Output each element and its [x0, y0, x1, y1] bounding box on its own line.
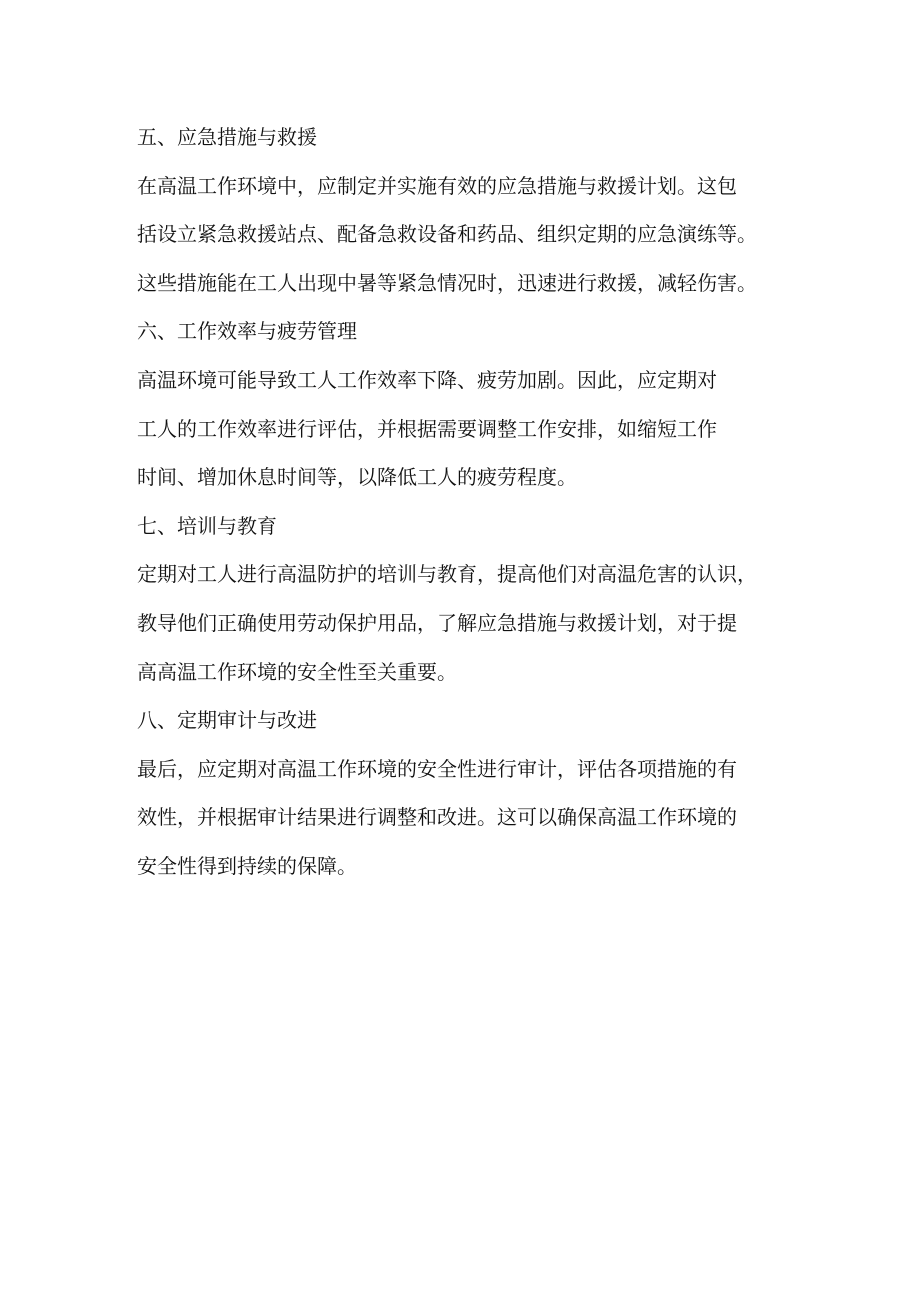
section-heading: 五、应急措施与救援	[137, 125, 317, 149]
section-efficiency-fatigue	[137, 307, 787, 501]
paragraph-line: 时间、增加休息时间等，以降低工人的疲劳程度。	[137, 465, 577, 490]
section-heading: 六、工作效率与疲劳管理	[137, 319, 357, 344]
paragraph-line: 这些措施能在工人出现中暑等紧急情况时，迅速进行救援，减轻伤害。	[137, 270, 757, 295]
section-audit	[137, 696, 787, 890]
paragraph-line: 教导他们正确使用劳动保护用品，了解应急措施与救援计划，对于提	[137, 610, 737, 635]
paragraph-line: 效性，并根据审计结果进行调整和改进。这可以确保高温工作环境的	[137, 805, 737, 830]
paragraph-line: 最后，应定期对高温工作环境的安全性进行审计，评估各项措施的有	[137, 756, 737, 781]
section-emergency	[137, 113, 787, 307]
paragraph-line: 在高温工作环境中，应制定并实施有效的应急措施与救援计划。这包	[137, 173, 737, 198]
section-training	[137, 502, 787, 696]
paragraph-line: 括设立紧急救援站点、配备急救设备和药品、组织定期的应急演练等。	[137, 222, 757, 247]
paragraph-line: 安全性得到持续的保障。	[137, 853, 357, 878]
paragraph-line: 工人的工作效率进行评估，并根据需要调整工作安排，如缩短工作	[137, 416, 717, 441]
paragraph-line: 定期对工人进行高温防护的培训与教育，提高他们对高温危害的认识，	[137, 562, 757, 587]
paragraph-line: 高高温工作环境的安全性至关重要。	[137, 659, 457, 684]
section-heading: 八、定期审计与改进	[137, 708, 317, 733]
paragraph-line: 高温环境可能导致工人工作效率下降、疲劳加剧。因此，应定期对	[137, 367, 717, 392]
document-body	[137, 113, 787, 891]
section-heading: 七、培训与教育	[137, 513, 277, 538]
